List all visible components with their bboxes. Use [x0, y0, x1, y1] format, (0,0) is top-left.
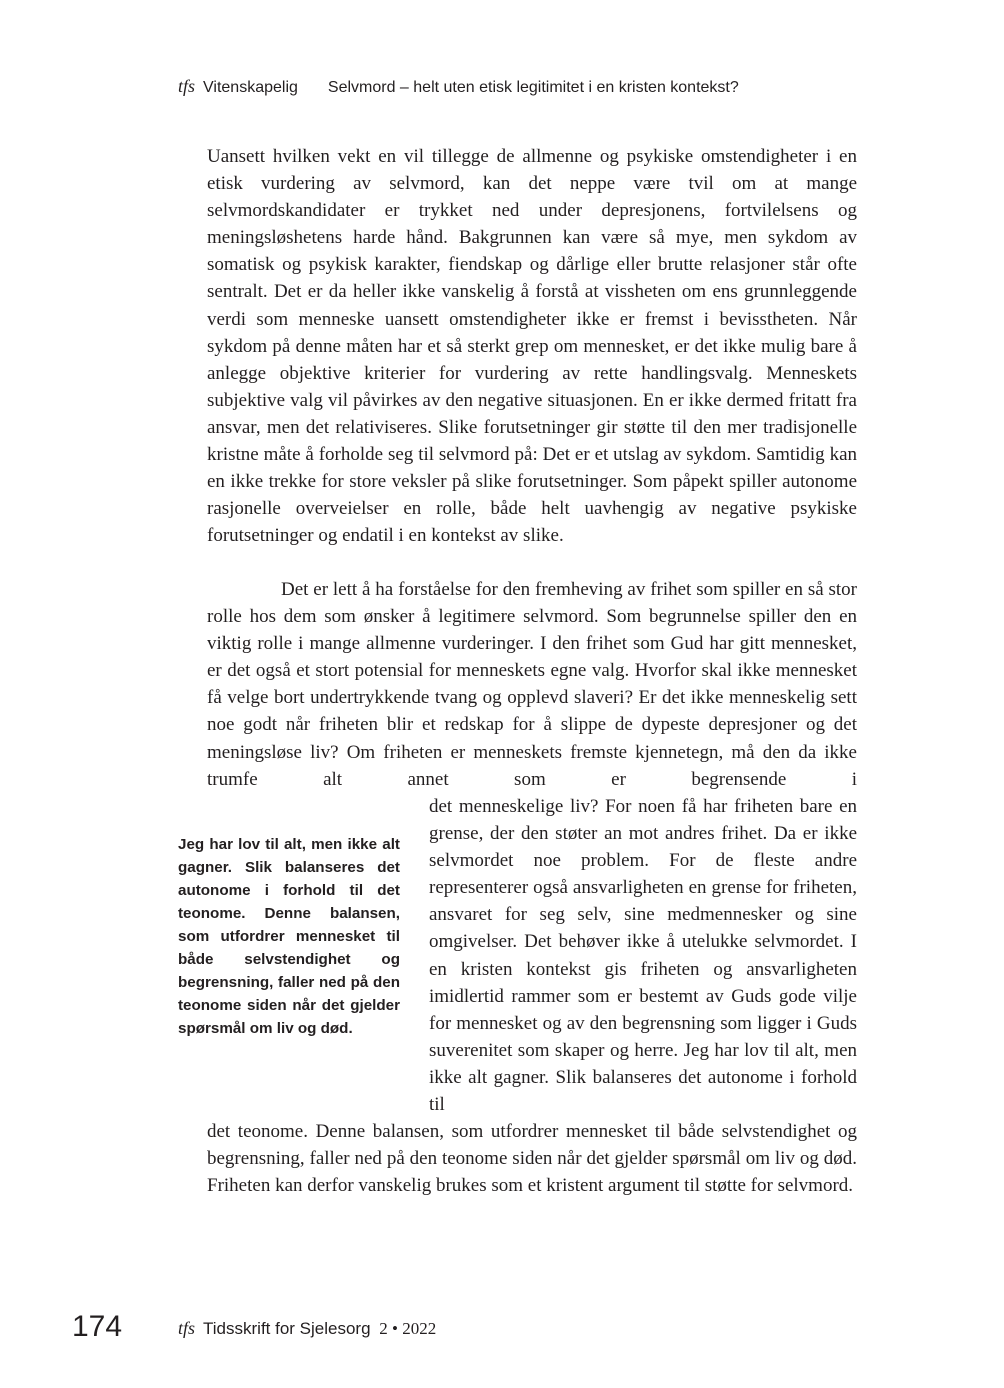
footer-logo: tfs — [178, 1318, 196, 1338]
pull-quote: Jeg har lov til alt, men ikke alt gagner. Slik balanseres det autonome i forhold til det teonome. Denne balansen, som utfordrer mennesket til både selvstendighet og begrensning, faller ned på den teonome siden når det gjelder spørsmål om liv og død. — [178, 836, 400, 1037]
body-paragraph-2-part-a — [207, 576, 857, 793]
page-footer — [0, 1310, 1004, 1350]
journal-logo: tfs — [178, 76, 196, 96]
header-article-title: Selvmord – helt uten etisk legitimitet i en kristen kontekst? — [327, 79, 739, 96]
running-header — [178, 76, 878, 97]
page-number: 174 — [72, 1310, 123, 1343]
body-paragraph-2-text-a: Det er lett å ha forståelse for den fremheving av frihet som spiller en så stor rolle hos dem som ønsker å legitimere selvmord. Som begrunnelse spiller den en viktig rolle i mange allmenne vurderinger. I den frihet som Gud har gitt mennesket, er det også et stort potensial for menneskets egne valg. Hvorfor skal ikke mennesket få velge bort undertrykkende tvang og opplevd slaveri? Er det ikke menneskelig sett noe godt når friheten blir et redskap for å slippe de dypeste depresjoner og det meningsløse liv? Om friheten er menneskets fremste kjennetegn, må den da ikke trumfe alt annet som er begrensende i — [207, 579, 857, 790]
footer-issue: 2 • 2022 — [379, 1319, 437, 1338]
footer-journal — [178, 1318, 436, 1339]
header-section: Vitenskapelig — [203, 79, 298, 96]
body-paragraph-2-part-c: det teonome. Denne balansen, som utfordrer mennesket til både selvstendighet og begrensning, faller ned på den teonome siden når det gjelder spørsmål om liv og død. Friheten kan derfor vanskelig brukes som et kristent argument til støtte for selvmord. — [207, 1121, 857, 1197]
body-paragraph-1: Uansett hvilken vekt en vil tillegge de allmenne og psykiske omstendigheter i en etisk vurdering av selvmord, kan det neppe være tvil om at mange selvmordskandidater er trykket ned under depresjonens, fortvilelsens og meningsløshetens harde hånd. Bakgrunnen kan være så mye, men sykdom av somatisk og psykisk karakter, fiendskap og dårlige eller brutte relasjoner står ofte sentralt. Det er da heller ikke vanskelig å forstå at vissheten om ens grunnleggende verdi som menneske uansett omstendigheter ikke er fremst i bevisstheten. Når sykdom på denne måten har et så sterkt grep om mennesket, er det ikke mulig bare å anlegge objektive kriterier for vurdering av rette handlingsvalg. Menneskets subjektive valg vil påvirkes av den negative situasjonen. En er ikke dermed fritatt fra ansvar, men det relativiseres. Slike forutsetninger gir støtte til den mer tradisjonelle kristne måte å forholde seg til selvmord på: Det er et utslag av sykdom. Samtidig kan en ikke trekke for store veksler på slike forutsetninger. Som påpekt spiller autonome rasjonelle overveielser en rolle, både helt uavhengig av negative psykiske forutsetninger og endatil i en kontekst av slike. — [207, 146, 857, 547]
body-paragraph-2-part-b: det menneskelige liv? For noen få har friheten bare en grense, der den støter an mot andres frihet. Da er ikke selvmordet noe problem. For de fleste andre representerer også ansvarligheten en grense for friheten, ansvaret for seg selv, sine medmennesker og sine omgivelser. Det behøver ikke å utelukke selvmordet. I en kristen kontekst gis friheten og ansvarligheten imidlertid rammer som er bestemt av Guds gode vilje for mennesket og av den begrensning som ligger i Guds suverenitet som skaper og herre. Jeg har lov til alt, men ikke alt gagner. Slik balanseres det autonome i forhold til — [429, 796, 857, 1116]
footer-journal-name: Tidsskrift for Sjelesorg — [203, 1319, 371, 1338]
